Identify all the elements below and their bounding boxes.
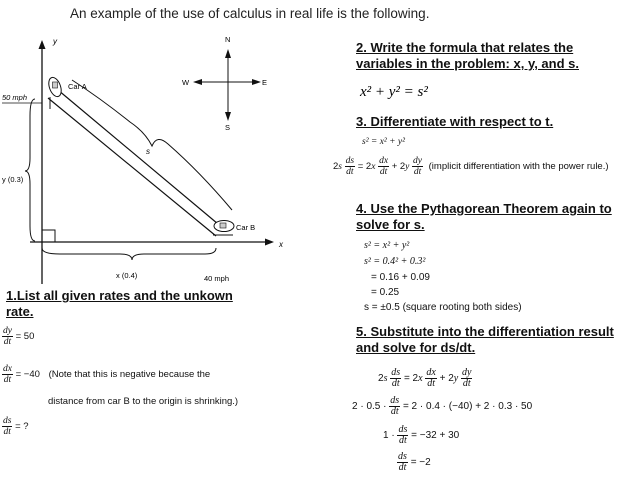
diff-line-1: s² = x² + y² <box>362 137 405 147</box>
rate-dy-value: = 50 <box>15 331 35 343</box>
step-2-heading: 2. Write the formula that relates the variables in the problem: x, y, and s. <box>356 40 579 71</box>
subst-line-3: 1 · $\frac{ds}{dt}$ = −32 + 30 <box>383 424 460 446</box>
s-label: s <box>146 147 150 156</box>
car-b-icon <box>213 221 234 236</box>
speed-b-label: 40 mph <box>204 274 230 283</box>
rate-ds-value: = ? <box>15 421 29 433</box>
car-b-label: Car B <box>236 223 256 232</box>
compass-n-label: N <box>225 35 231 44</box>
x-axis-label: x <box>279 240 283 249</box>
y-distance-label: y (0.3) <box>2 175 24 184</box>
step-1-heading: 1.List all given rates and the unkown rate. <box>6 288 233 319</box>
speed-a-label: 50 mph <box>2 93 28 102</box>
subst-line-1: 2s $\frac{ds}{dt}$ = 2x $\frac{dx}{dt}$ + 2y $\frac{dy}{dt}$ <box>378 367 472 389</box>
y-axis-label: y <box>53 37 57 46</box>
rate-ds-row: $\frac{ds}{dt}$ = ? <box>3 416 29 437</box>
step-3-heading: 3. Differentiate with respect to t. <box>356 114 554 129</box>
triangle-diagram <box>0 26 300 288</box>
compass-e-label: E <box>262 78 268 87</box>
subst-line-2-right: = 2 · 0.4 · (−40) + 2 · 0.3 · 50 <box>402 401 533 413</box>
pyth-line-1: s² = x² + y² <box>364 240 410 251</box>
subst-line-2: 2 · 0.5 · $\frac{ds}{dt}$ = 2 · 0.4 · (−40) + 2 · 0.3 · 50 <box>352 395 533 417</box>
formula: x² + y² = s² <box>360 84 428 100</box>
diff-note: (implicit differentiation with the power rule.) <box>428 161 609 173</box>
subst-line-4: $\frac{ds}{dt}$ = −2 <box>398 451 431 473</box>
x-distance-label: x (0.4) <box>116 271 138 280</box>
rate-dx-note: (Note that this is negative because the <box>48 369 211 381</box>
step-5-heading: 5. Substitute into the differentiation result and solve for ds/dt. <box>356 324 614 355</box>
subst-line-2-left: 2 · 0.5 · <box>352 401 387 413</box>
diff-line-2: 2s $\frac{ds}{dt}$ = 2x $\frac{dx}{dt}$ + 2y $\frac{dy}{dt}$ (implicit differentiation with the power rule.) <box>333 156 609 177</box>
subst-line-3-left: 1 · <box>383 430 395 442</box>
pyth-line-2: s² = 0.4² + 0.3² <box>364 256 426 267</box>
compass-icon <box>193 49 261 121</box>
car-a-label: Car A <box>68 82 87 91</box>
pyth-line-3: = 0.16 + 0.09 <box>371 272 430 283</box>
rate-dx-row: $\frac{dx}{dt}$ = −40 (Note that this is negative because the <box>3 364 211 385</box>
compass-s-label: S <box>225 123 231 132</box>
rate-dy-row: $\frac{dy}{dt}$ = 50 <box>3 326 35 347</box>
rate-dx-value: = −40 <box>15 369 40 381</box>
subst-line-3-right: = −32 + 30 <box>411 430 460 442</box>
pyth-line-5: s = ±0.5 (square rooting both sides) <box>364 302 522 313</box>
step-4-heading: 4. Use the Pythagorean Theorem again to solve for s. <box>356 201 612 232</box>
page-title: An example of the use of calculus in real life is the following. <box>70 6 430 21</box>
pyth-line-4: = 0.25 <box>371 287 400 298</box>
rate-dx-note-2: distance from car B to the origin is shrinking.) <box>48 396 239 407</box>
subst-line-4-right: = −2 <box>410 457 431 469</box>
compass-w-label: W <box>182 78 190 87</box>
